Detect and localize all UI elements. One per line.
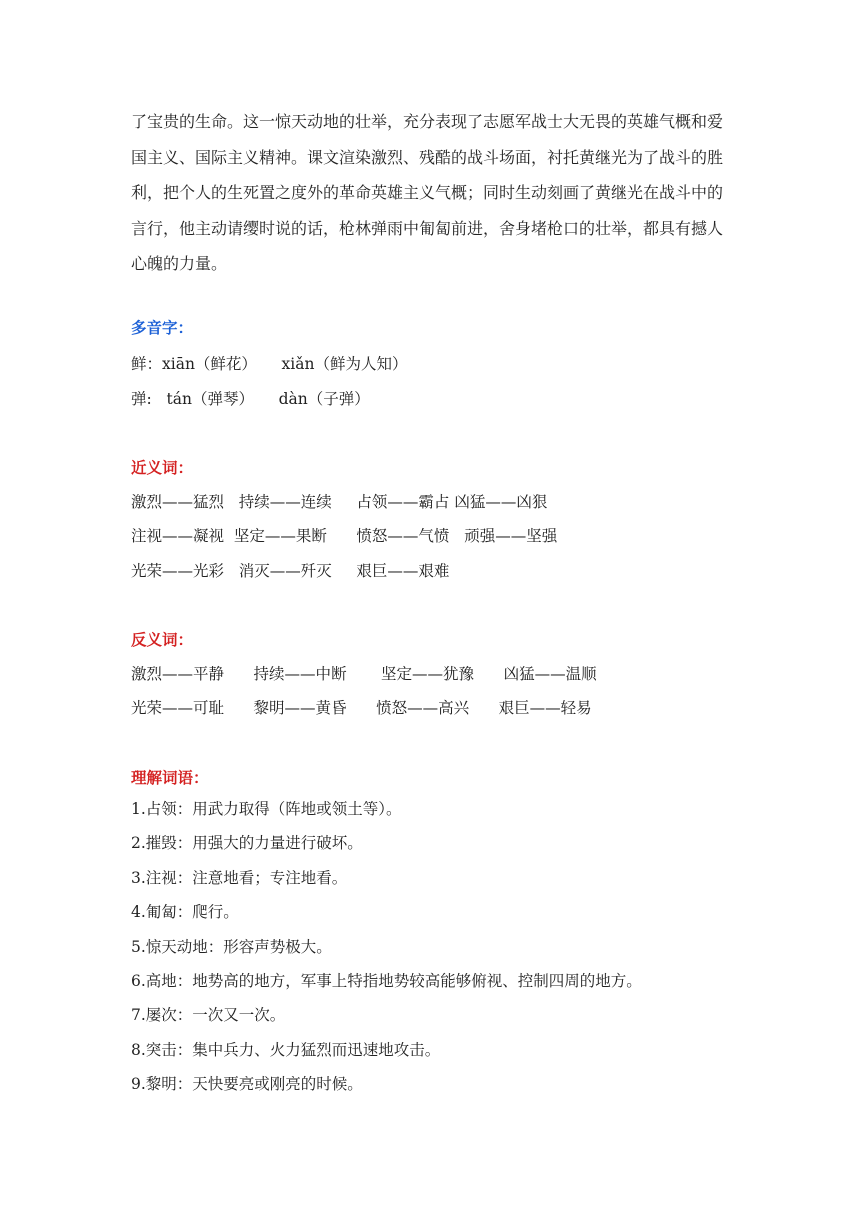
definition-item: 1.占领：用武力取得（阵地或领土等）。 xyxy=(131,800,402,818)
antonyms-line: 光荣——可耻 黎明——黄昏 愤怒——高兴 艰巨——轻易 xyxy=(131,699,592,717)
definition-item: 4.匍匐：爬行。 xyxy=(131,903,239,922)
intro-paragraph: 了宝贵的生命。这一惊天动地的壮举，充分表现了志愿军战士大无畏的英雄气概和爱国主义、国际主义精神。课文渲染激烈、残酷的战斗场面，衬托黄继光为了战斗的胜利，把个人的生死置之度外的革命英雄主义气概；同时生动刻画了黄继光在战斗中的言行，他主动请缨时说的话，枪林弹雨中匍匐前进，舍身堵枪口的壮举，都具有撼人心魄的力量。 xyxy=(131,112,724,273)
synonyms-line: 光荣——光彩 消灭——歼灭 艰巨——艰难 xyxy=(131,562,450,580)
polyphonic-title: 多音字： xyxy=(131,319,194,337)
definition-item: 9.黎明：天快要亮或刚亮的时候。 xyxy=(131,1075,363,1094)
definition-item: 7.屡次：一次又一次。 xyxy=(131,1006,286,1025)
definitions-list xyxy=(131,792,642,1102)
definition-item: 5.惊天动地：形容声势极大。 xyxy=(131,937,332,956)
definition-item: 6.高地：地势高的地方，军事上特指地势较高能够俯视、控制四周的地方。 xyxy=(131,971,642,990)
synonyms-line: 激烈——猛烈 持续——连续 占领——霸占 凶猛——凶狠 xyxy=(131,493,548,511)
antonyms-title: 反义词： xyxy=(131,631,194,649)
definition-item: 2.摧毁：用强大的力量进行破坏。 xyxy=(131,834,363,853)
synonyms-line: 注视——凝视 坚定——果断 愤怒——气愤 顽强——坚强 xyxy=(131,527,558,545)
definitions-title: 理解词语： xyxy=(131,769,209,787)
antonyms-line: 激烈——平静 持续——中断 坚定——犹豫 凶猛——温顺 xyxy=(131,665,597,683)
definition-item: 3.注视：注意地看；专注地看。 xyxy=(131,868,348,887)
synonyms-title: 近义词： xyxy=(131,459,194,477)
polyphonic-line: 弹: tán（弹琴） dàn（子弹） xyxy=(131,390,370,408)
polyphonic-line: 鲜：xiān（鲜花） xiǎn（鲜为人知） xyxy=(131,355,408,373)
definition-item: 8.突击：集中兵力、火力猛烈而迅速地攻击。 xyxy=(131,1040,441,1059)
